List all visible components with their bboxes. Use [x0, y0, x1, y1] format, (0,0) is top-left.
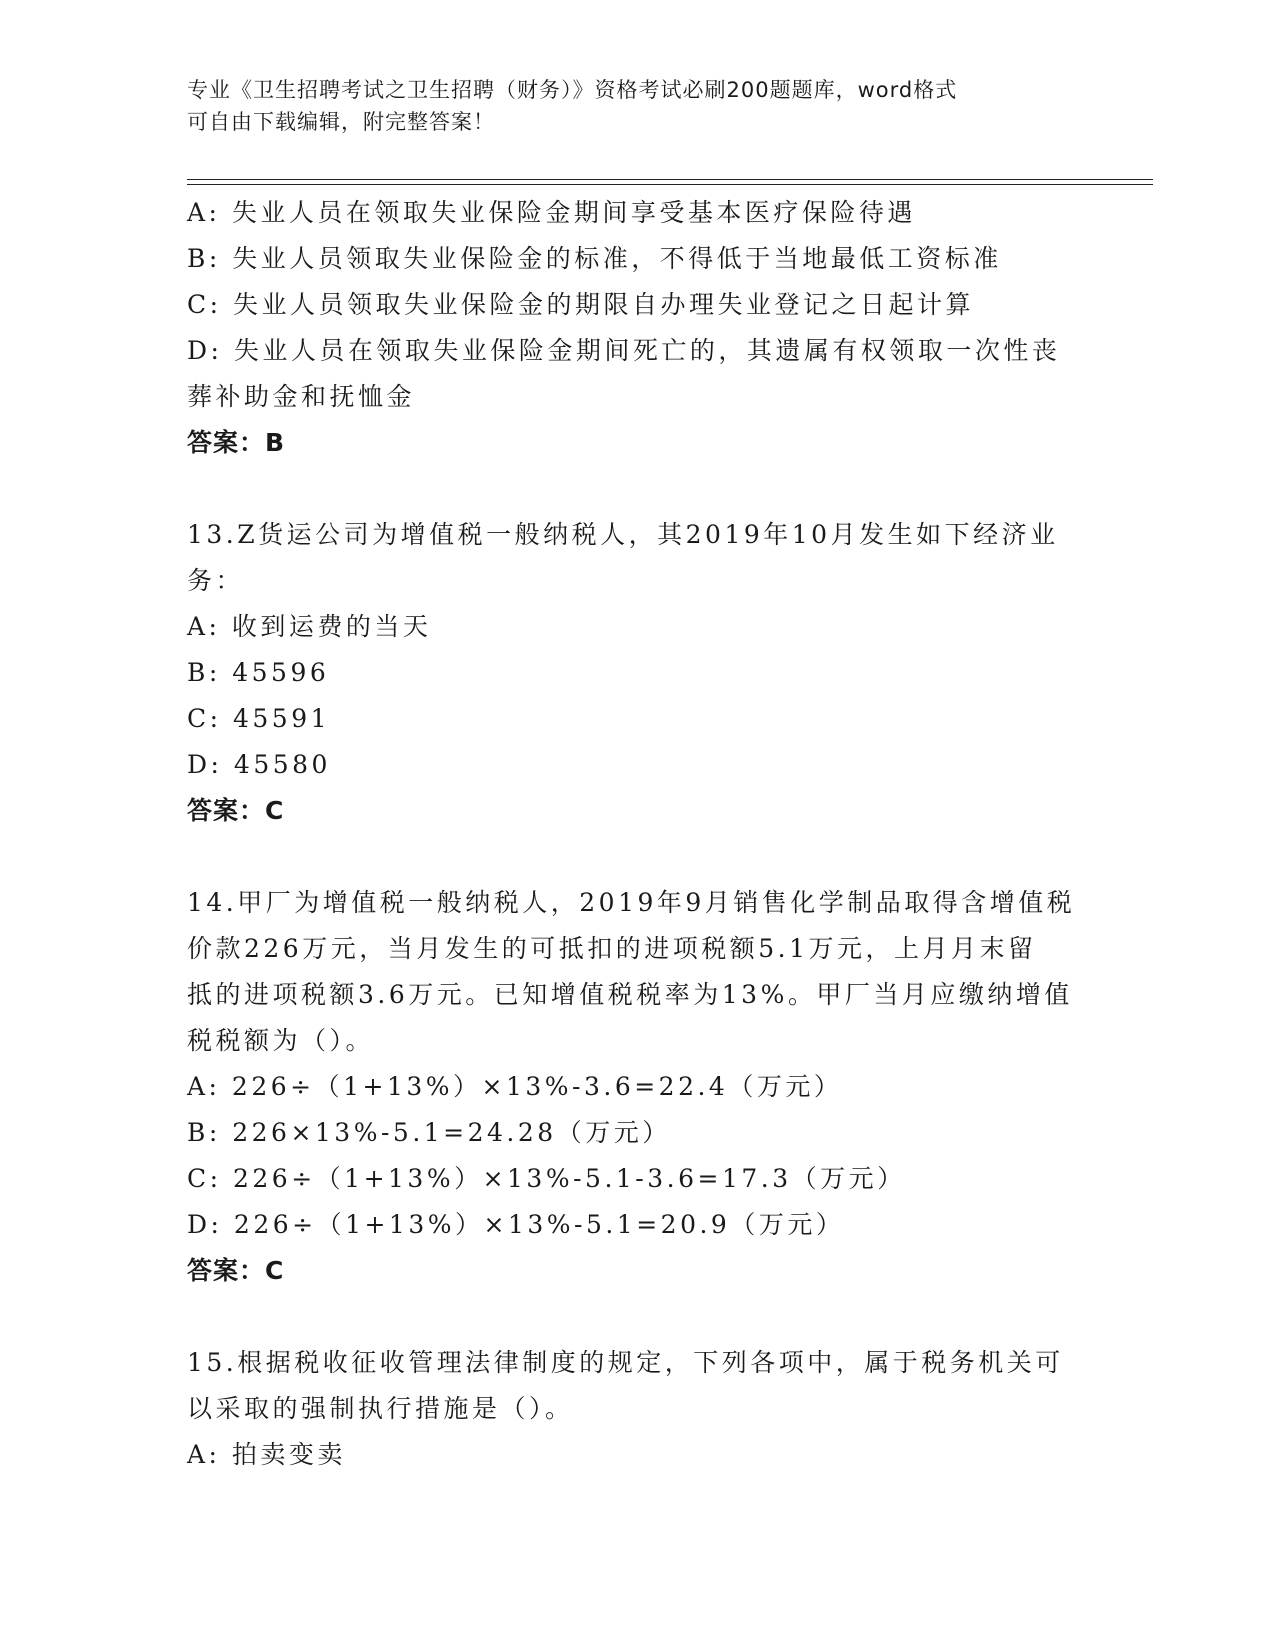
answer: 答案：C — [187, 796, 285, 825]
answer: 答案：B — [187, 428, 286, 457]
question-stem-continued: 以采取的强制执行措施是（）。 — [187, 1394, 574, 1423]
question-14 — [187, 880, 1087, 1294]
question-12 — [187, 190, 1087, 466]
option-d: D: 失业人员在领取失业保险金期间死亡的，其遗属有权领取一次性丧 — [187, 336, 1061, 365]
header-line-1: 专业《卫生招聘考试之卫生招聘（财务）》资格考试必刷200题题库，word格式 — [187, 78, 958, 102]
question-stem-continued: 税税额为（）。 — [187, 1026, 375, 1055]
option-b: B: 226×13%-5.1=24.28（万元） — [187, 1118, 671, 1147]
question-stem: 13.Z货运公司为增值税一般纳税人，其2019年10月发生如下经济业 — [187, 520, 1059, 549]
spacer — [187, 834, 1087, 880]
option-d: D: 226÷（1+13%）×13%-5.1=20.9（万元） — [187, 1210, 845, 1239]
option-d-continued: 葬补助金和抚恤金 — [187, 382, 416, 411]
question-stem: 15.根据税收征收管理法律制度的规定，下列各项中，属于税务机关可 — [187, 1348, 1064, 1377]
answer: 答案：C — [187, 1256, 285, 1285]
header-divider-top — [187, 179, 1153, 180]
option-a: A: 收到运费的当天 — [187, 612, 432, 641]
question-13 — [187, 512, 1087, 834]
document-header — [187, 74, 1077, 138]
spacer — [187, 466, 1087, 512]
question-content — [187, 190, 1087, 1478]
spacer — [187, 1294, 1087, 1340]
option-a: A: 拍卖变卖 — [187, 1440, 346, 1469]
question-15 — [187, 1340, 1087, 1478]
question-stem-continued: 价款226万元，当月发生的可抵扣的进项税额5.1万元，上月月末留 — [187, 934, 1037, 963]
option-c: C: 失业人员领取失业保险金的期限自办理失业登记之日起计算 — [187, 290, 975, 319]
option-c: C: 45591 — [187, 704, 331, 733]
question-stem: 14.甲厂为增值税一般纳税人，2019年9月销售化学制品取得含增值税 — [187, 888, 1076, 917]
option-b: B: 失业人员领取失业保险金的标准，不得低于当地最低工资标准 — [187, 244, 1002, 273]
option-a: A: 失业人员在领取失业保险金期间享受基本医疗保险待遇 — [187, 198, 916, 227]
option-a: A: 226÷（1+13%）×13%-3.6=22.4（万元） — [187, 1072, 843, 1101]
option-d: D: 45580 — [187, 750, 331, 779]
option-b: B: 45596 — [187, 658, 330, 687]
option-c: C: 226÷（1+13%）×13%-5.1-3.6=17.3（万元） — [187, 1164, 906, 1193]
question-stem-continued: 抵的进项税额3.6万元。已知增值税税率为13%。甲厂当月应缴纳增值 — [187, 980, 1073, 1009]
header-line-2: 可自由下载编辑，附完整答案！ — [187, 110, 495, 134]
question-stem-continued: 务： — [187, 566, 245, 595]
header-divider-bottom — [187, 184, 1153, 185]
